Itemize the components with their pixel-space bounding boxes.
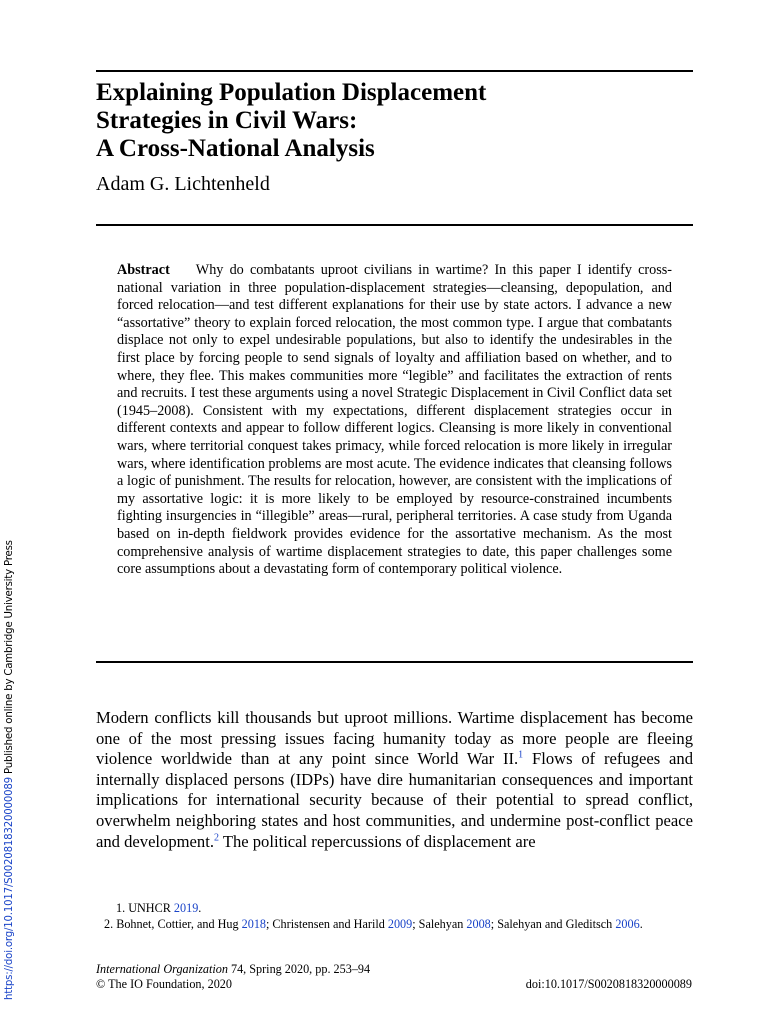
citation-link-unhcr-2019[interactable]: 2019 xyxy=(173,901,199,915)
abstract-label: Abstract xyxy=(117,262,170,278)
footnote-2-text-4: ; Salehyan and Gleditsch xyxy=(490,916,616,931)
journal-name: International Organization xyxy=(96,962,228,976)
footnote-ref-1[interactable]: 1 xyxy=(518,749,524,761)
footnote-ref-2[interactable]: 2 xyxy=(213,832,219,844)
title-line-3: A Cross-National Analysis xyxy=(96,135,375,162)
citation-link-salehyan-gleditsch-2006[interactable]: 2006 xyxy=(615,916,640,931)
author-name: Adam G. Lichtenheld xyxy=(96,173,270,195)
footnote-1 xyxy=(96,901,693,917)
footnote-2-text-1: 2. Bohnet, Cottier, and Hug xyxy=(104,916,242,931)
title-line-2: Strategies in Civil Wars: xyxy=(96,107,358,134)
body-part-3: The political repercussions of displacement are xyxy=(218,831,536,851)
side-published-text: Published online by Cambridge University Press xyxy=(4,540,15,778)
side-doi-banner xyxy=(3,540,17,1000)
footnote-1-text: 1. UNHCR xyxy=(116,901,174,915)
footnotes xyxy=(96,901,693,932)
side-doi-link[interactable]: https://doi.org/10.1017/S0020818320000089 xyxy=(4,777,15,1000)
abstract-text: Why do combatants uproot civilians in wartime? In this paper I identify cross-national variation in three population-displacement strategies—cleansing, depopulation, and forced relocation—and test different explanations for their use by state actors. I advance a new “assortative” theory to explain forced relocation, the most common type. I argue that combatants displace not only to expel undesirable populations, but also to identify the undesirables in the first place by forcing people to send signals of loyalty and affiliation based on whether, and to where, they flee. This makes communities more “legible” and facilitates the extraction of rents and recruits. I test these arguments using a novel Strategic Displacement in Civil Conflict data set (1945–2008). Consistent with my expectations, different displacement strategies occur in different contexts and appear to follow different logics. Cleansing is more likely in conventional wars, where territorial conquest takes primacy, while forced relocation is more likely in irregular wars, where identification problems are most acute. The evidence indicates that cleansing follows a logic of punishment. The results for relocation, however, are consistent with the implications of my assortative logic: it is more likely to be employed by resource-constrained incumbents fighting insurgencies in “illegible” areas—rural, peripheral territories. A case study from Uganda based on in-depth fieldwork provides evidence for the assortative mechanism. As the most comprehensive analysis of wartime displacement strategies to date, this paper challenges some core assumptions about a devastating form of contemporary political violence. xyxy=(117,262,672,578)
journal-info: 74, Spring 2020, pp. 253–94 xyxy=(227,962,371,976)
copyright: © The IO Foundation, 2020 xyxy=(96,977,232,991)
footnote-2-period: . xyxy=(639,916,643,931)
footnote-2-text-2: ; Christensen and Harild xyxy=(266,916,388,931)
top-rule xyxy=(96,70,693,72)
paper-title xyxy=(96,79,696,163)
body-part-2: Flows of refugees and internally displaced persons (IDPs) have dire humanitarian consequences and important implications for international security because of their potential to spread conflict, overwhelm neighboring states and host communities, and undermine post-conflict peace and development. xyxy=(96,749,693,851)
title-line-1: Explaining Population Displacement xyxy=(96,79,487,106)
abstract-bottom-rule xyxy=(96,661,693,663)
doi-text: doi:10.1017/S0020818320000089 xyxy=(525,977,692,991)
citation-link-salehyan-2008[interactable]: 2008 xyxy=(466,916,491,931)
footnote-1-period: . xyxy=(198,901,202,915)
footnote-2 xyxy=(96,917,693,933)
journal-citation xyxy=(96,961,370,977)
body-part-1: Modern conflicts kill thousands but uproot millions. Wartime displacement has become one of the most pressing issues facing humanity today as more people are fleeing violence worldwide than at any point since World War II. xyxy=(96,708,693,769)
citation-link-bohnet-2018[interactable]: 2018 xyxy=(241,916,266,931)
abstract xyxy=(117,262,672,579)
title-bottom-rule xyxy=(96,224,693,226)
citation-link-christensen-2009[interactable]: 2009 xyxy=(387,916,413,931)
body-text xyxy=(96,708,693,852)
footnote-2-text-3: ; Salehyan xyxy=(412,916,467,931)
